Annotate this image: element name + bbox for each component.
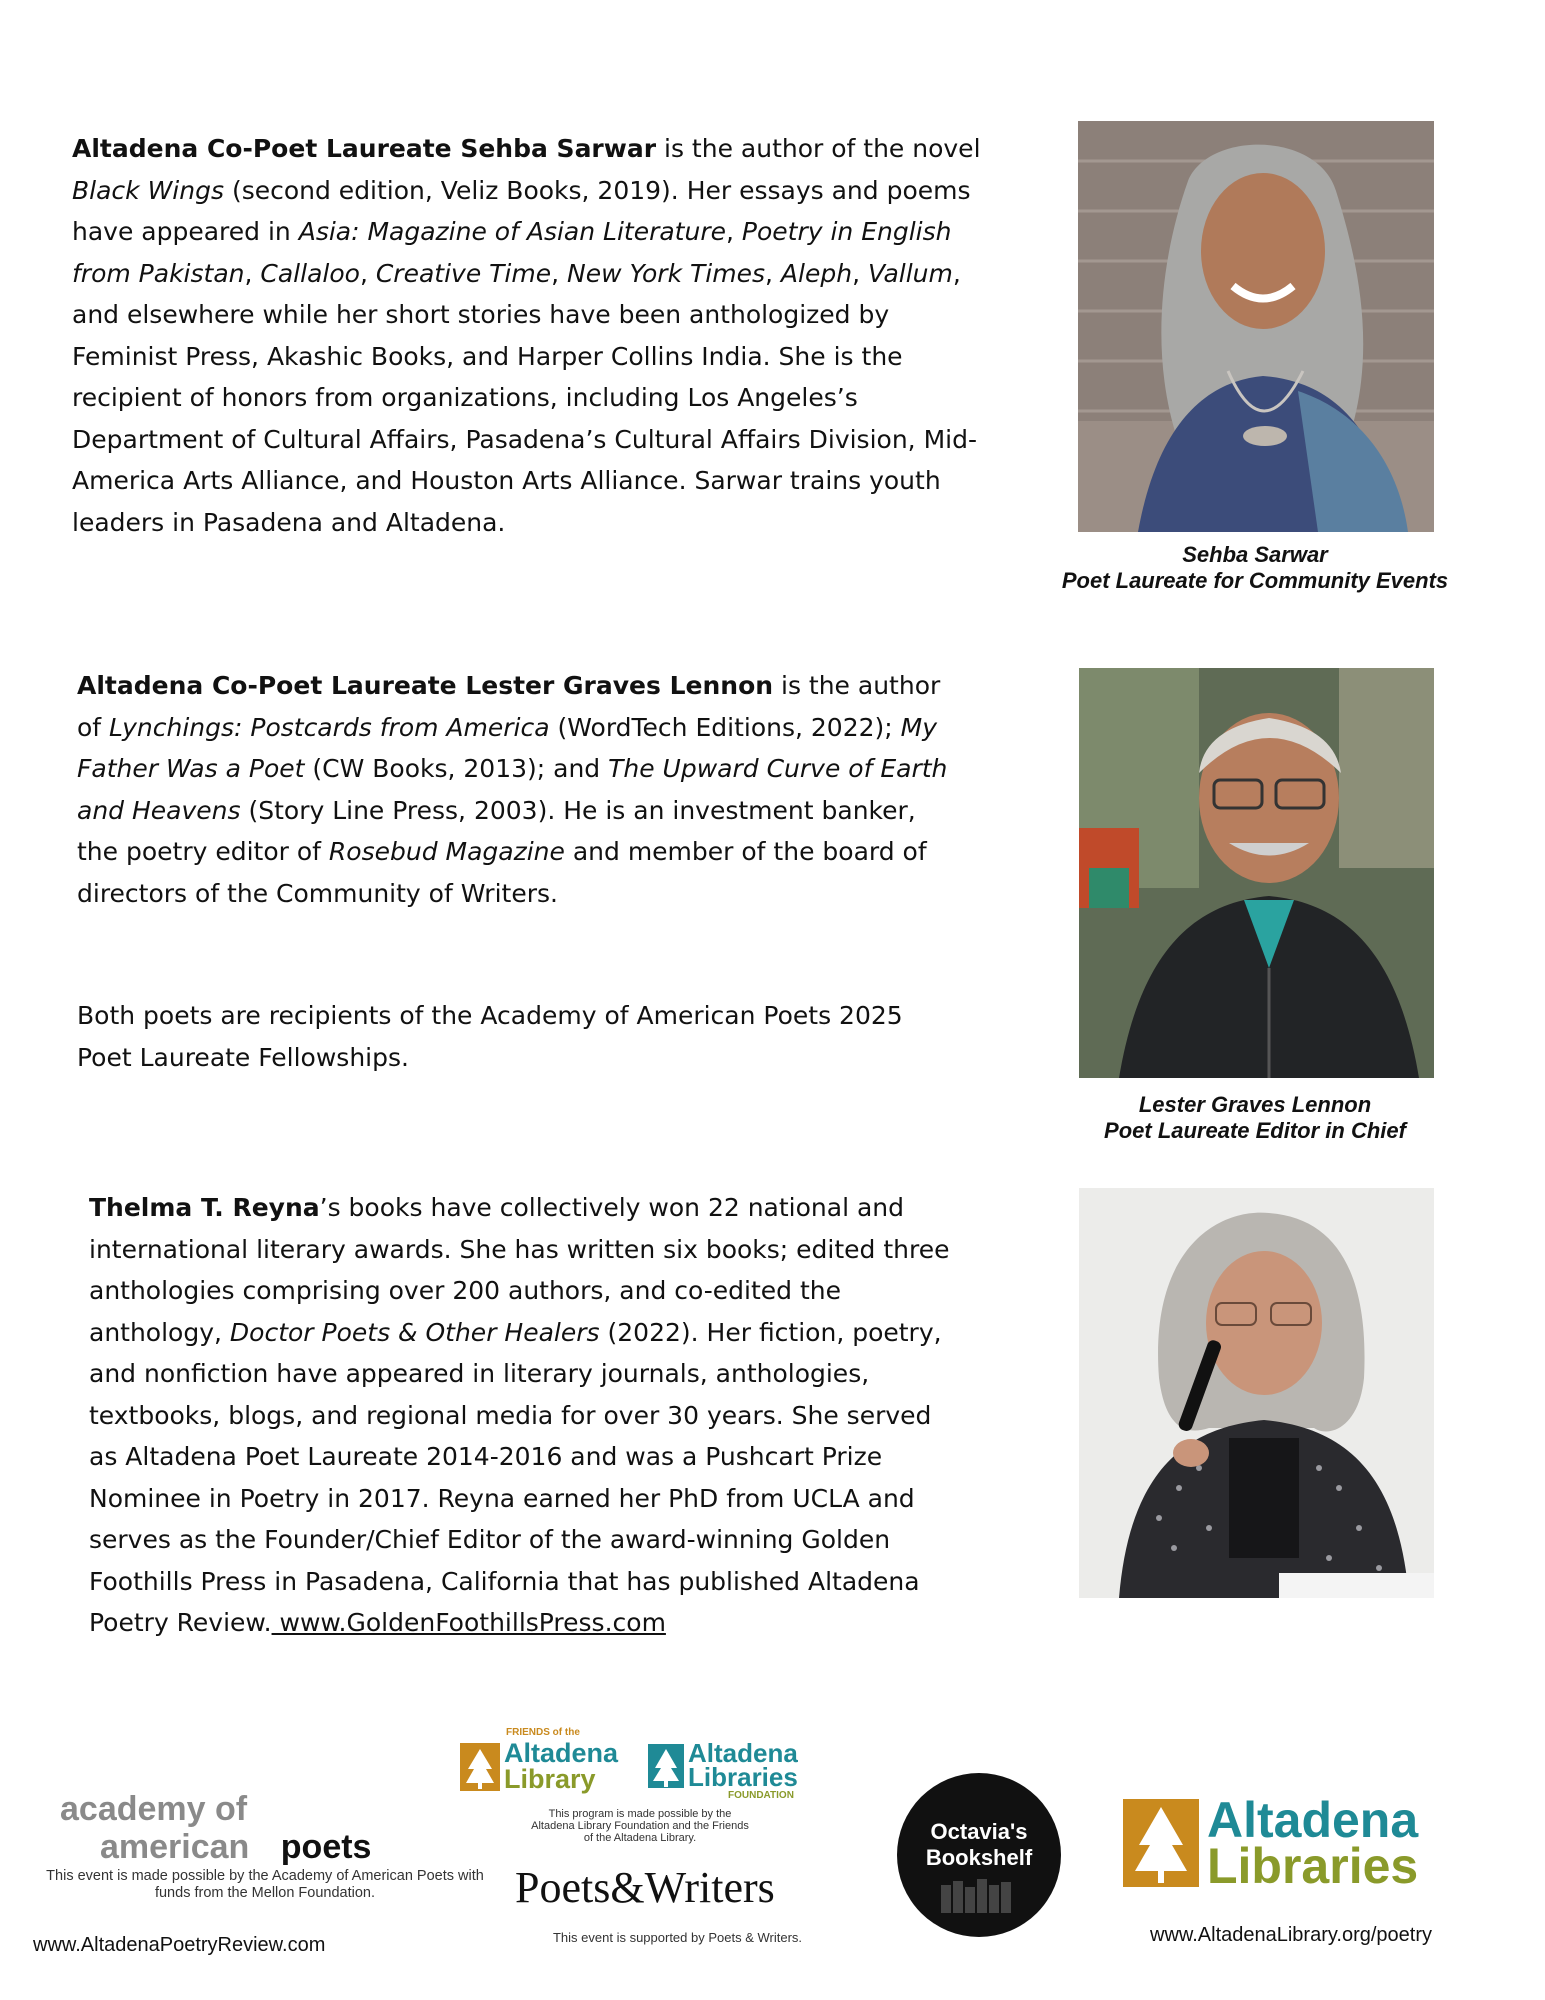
al-altadena: Altadena: [1207, 1792, 1419, 1848]
library-url[interactable]: www.AltadenaLibrary.org/poetry: [1150, 1924, 1432, 1946]
foundation-libraries: Libraries: [688, 1762, 798, 1792]
octavias-bookshelf-logo: [897, 1773, 1061, 1937]
photo-sehba-sarwar: [1078, 121, 1434, 532]
friends-logo: [460, 1725, 650, 1795]
bio-thelma-reyna: Thelma T. Reyna’s books have collectively won 22 national and international literary awards. She has written six books; edited three anthologies comprising over 200 authors, and co-edited the anthology, Doctor Poets & Other Healers (2022). Her fiction, poetry, and nonfiction have appeared in literary journals, anthologies, textbooks, blogs, and regional media for over 30 years. She served as Altadena Poet Laureate 2014-2016 and was a Pushcart Prize Nominee in Poetry in 2017. Reyna earned her PhD from UCLA and serves as the Founder/Chief Editor of the award-winning Golden Foothills Press in Pasadena, California that has published Altadena Poetry Review. www.GoldenFoothillsPress.com: [89, 1193, 950, 1637]
caption-lester-graves-lennon: [1000, 1092, 1510, 1144]
aap-line1: academy of: [60, 1790, 248, 1828]
friends-altadena: Altadena: [504, 1738, 619, 1768]
caption-role: Poet Laureate for Community Events: [1061, 568, 1449, 593]
caption-name: Lester Graves Lennon: [1138, 1092, 1372, 1117]
bio-name: Altadena Co-Poet Laureate Sehba Sarwar: [72, 134, 657, 163]
tree-icon: [460, 1743, 500, 1791]
photo-thelma-reyna: [1079, 1188, 1434, 1598]
caption-role: Poet Laureate Editor in Chief: [1104, 1118, 1406, 1143]
pw-note: This event is supported by Poets & Writers.: [552, 1930, 803, 1945]
poets-writers-logo: Poets&Writers: [515, 1863, 775, 1912]
aap-line2b: poets: [280, 1828, 372, 1866]
bio-name: Altadena Co-Poet Laureate Lester Graves Lennon: [77, 671, 774, 700]
bookshelf-text: Bookshelf: [925, 1845, 1033, 1870]
review-url[interactable]: www.AltadenaPoetryReview.com: [33, 1934, 326, 1956]
bio-lester-graves-lennon: Altadena Co-Poet Laureate Lester Graves Lennon is the author of Lynchings: Postcards from America (WordTech Editions, 2022); My Father Was a Poet (CW Books, 2013); and The Upward Curve of Earth and Heavens (Story Line Press, 2003). He is an investment banker, the poetry editor of Rosebud Magazine and member of the board of directors of the Community of Writers.: [77, 671, 948, 908]
foundation-small: FOUNDATION: [728, 1790, 794, 1801]
octavia-text: Octavia's: [930, 1819, 1028, 1844]
friends-library: Library: [504, 1764, 596, 1794]
tree-icon: [1123, 1799, 1199, 1887]
aap-note: This event is made possible by the Academy of American Poets with funds from the Mellon Foundation.: [46, 1868, 484, 1901]
aap-logo: [60, 1790, 500, 1866]
al-libraries: Libraries: [1207, 1838, 1419, 1894]
friends-small: FRIENDS of the: [506, 1727, 580, 1738]
books-icon: [939, 1879, 1019, 1913]
aap-line2a: american: [100, 1828, 250, 1866]
bio-sehba-sarwar: Altadena Co-Poet Laureate Sehba Sarwar is the author of the novel Black Wings (second edition, Veliz Books, 2019). Her essays and poems have appeared in Asia: Magazine of Asian Literature, Poetry in English from Pakistan, Callaloo, Creative Time, New York Times, Aleph, Vallum, and elsewhere while her short stories have been anthologized by Feminist Press, Akashic Books, and Harper Collins India. She is the recipient of honors from organizations, including Los Angeles’s Department of Cultural Affairs, Pasadena’s Cultural Affairs Division, Mid-America Arts Alliance, and Houston Arts Alliance. Sarwar trains youth leaders in Pasadena and Altadena.: [72, 134, 981, 537]
bio-name: Thelma T. Reyna: [89, 1193, 320, 1222]
foundation-logo: [648, 1740, 828, 1802]
fellowship-note: Both poets are recipients of the Academy of American Poets 2025 Poet Laureate Fellowships.: [77, 1001, 903, 1072]
golden-foothills-link[interactable]: www.GoldenFoothillsPress.com: [271, 1608, 666, 1637]
photo-lester-graves-lennon: [1079, 668, 1434, 1078]
altadena-libraries-logo: [1123, 1792, 1483, 1895]
program-note: This program is made possible by the Altadena Library Foundation and the Friends of the Altadena Library.: [531, 1808, 749, 1844]
tree-icon: [648, 1744, 684, 1788]
caption-sehba-sarwar: [1000, 542, 1510, 594]
foundation-altadena: Altadena: [688, 1738, 798, 1768]
caption-name: Sehba Sarwar: [1182, 542, 1328, 567]
